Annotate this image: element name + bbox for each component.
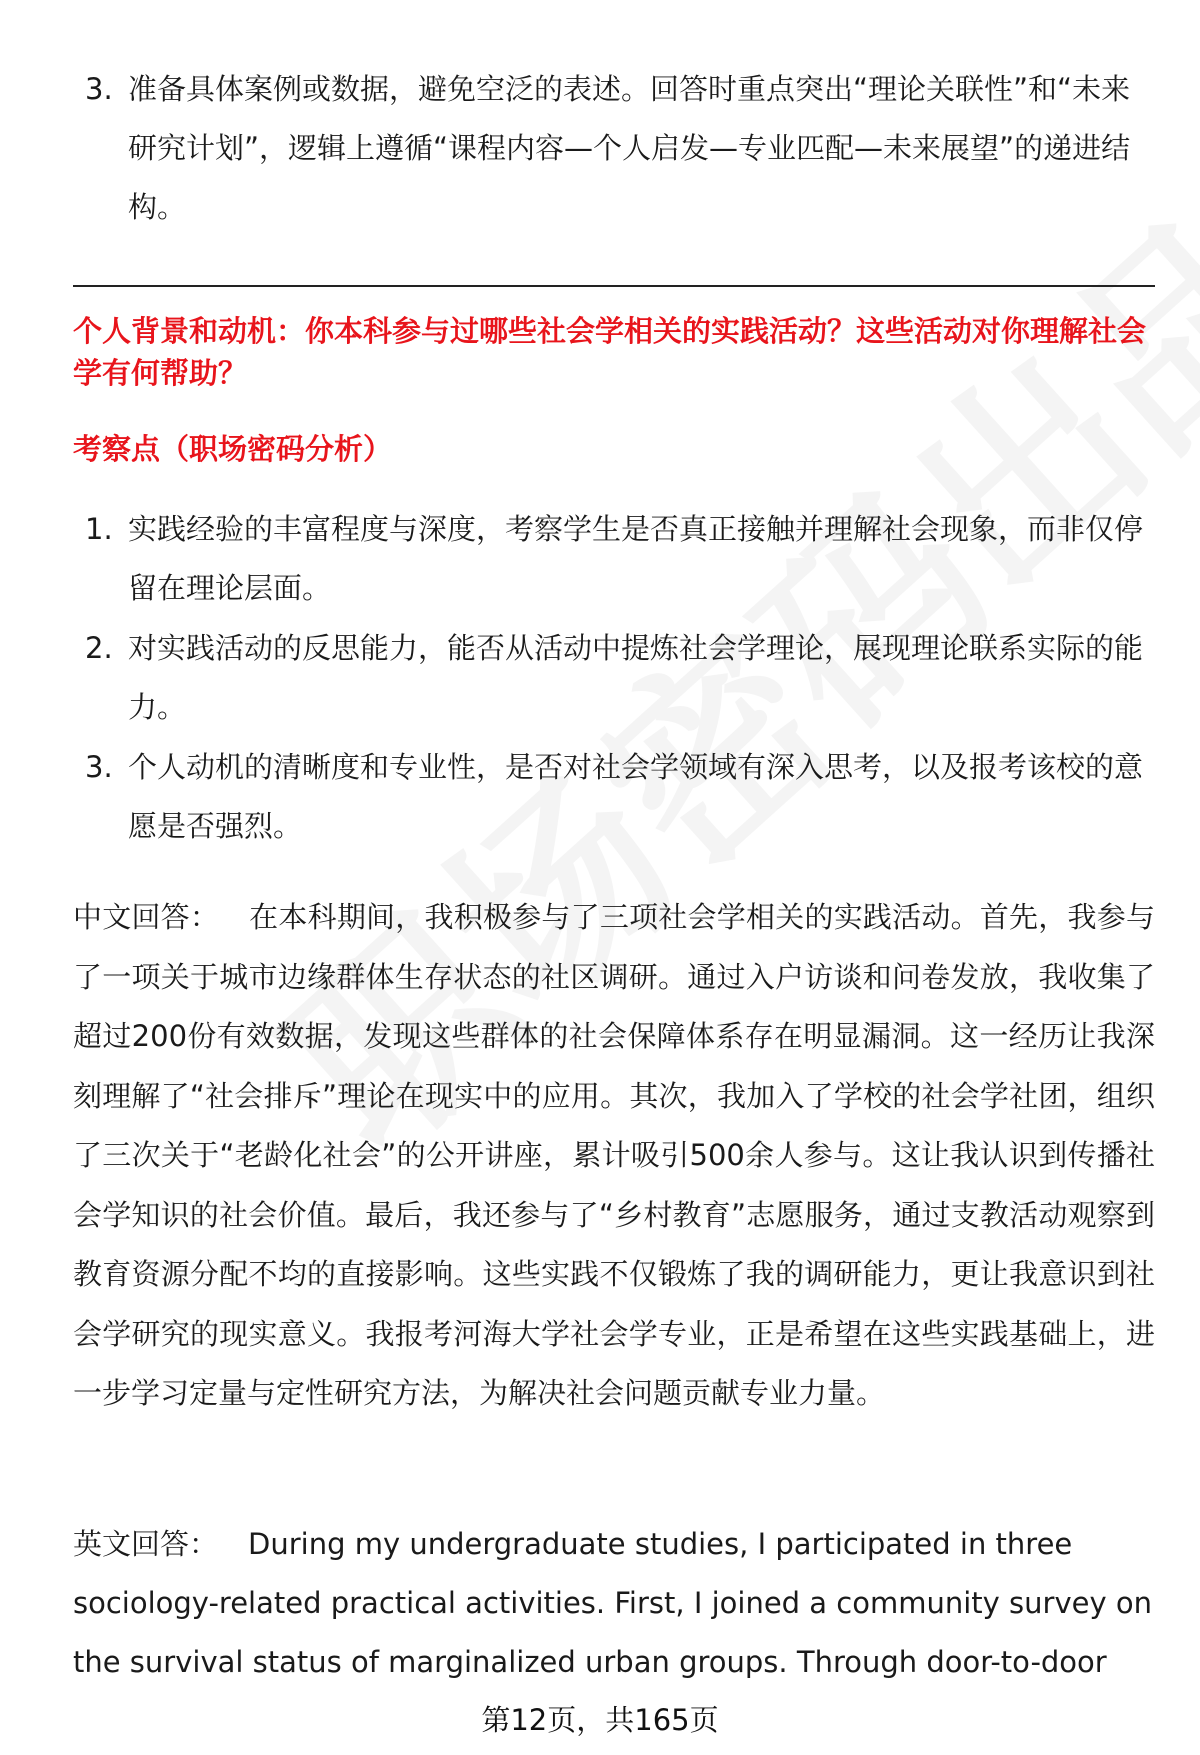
english-answer-label: 英文回答：: [73, 1527, 219, 1561]
section-title: 考察点（职场密码分析）: [73, 432, 393, 466]
assessment-points-list: [73, 500, 1155, 857]
list-text: 对实践活动的反思能力，能否从活动中提炼社会学理论，展现理论联系实际的能力。: [128, 631, 1144, 724]
chinese-answer: [73, 888, 1155, 1424]
list-number: 2.: [85, 631, 113, 665]
list-text: 准备具体案例或数据，避免空泛的表述。回答时重点突出“理论关联性”和“未来研究计划”，逻辑上遵循“课程内容—个人启发—专业匹配—未来展望”的递进结构。: [128, 72, 1131, 224]
list-text: 实践经验的丰富程度与深度，考察学生是否真正接触并理解社会现象，而非仅停留在理论层面。: [128, 512, 1144, 605]
question-heading: 个人背景和动机：你本科参与过哪些社会学相关的实践活动？这些活动对你理解社会学有何帮助？: [73, 314, 1147, 390]
list-item: [73, 738, 1155, 856]
list-number: 3.: [85, 72, 113, 106]
chinese-answer-label: 中文回答：: [73, 900, 220, 934]
list-item: [73, 500, 1155, 618]
list-text: 个人动机的清晰度和专业性，是否对社会学领域有深入思考，以及报考该校的意愿是否强烈。: [128, 750, 1144, 843]
section-divider: [73, 285, 1155, 287]
list-item: [73, 619, 1155, 737]
tips-list: [73, 60, 1155, 237]
chinese-answer-text: 在本科期间，我积极参与了三项社会学相关的实践活动。首先，我参与了一项关于城市边缘群体生存状态的社区调研。通过入户访谈和问卷发放，我收集了超过200份有效数据，发现这些群体的社会保障体系存在明显漏洞。这一经历让我深刻理解了“社会排斥”理论在现实中的应用。其次，我加入了学校的社会学社团，组织了三次关于“老龄化社会”的公开讲座，累计吸引500余人参与。这让我认识到传播社会学知识的社会价值。最后，我还参与了“乡村教育”志愿服务，通过支教活动观察到教育资源分配不均的直接影响。这些实践不仅锻炼了我的调研能力，更让我意识到社会学研究的现实意义。我报考河海大学社会学专业，正是希望在这些实践基础上，进一步学习定量与定性研究方法，为解决社会问题贡献专业力量。: [73, 900, 1155, 1410]
english-answer-text: During my undergraduate studies, I participated in three sociology-related practical activities. First, I joined a community survey on the survival status of marginalized urban groups. Through door-to-door: [73, 1527, 1152, 1679]
english-answer: [73, 1515, 1155, 1692]
list-number: 3.: [85, 750, 113, 784]
page-number: 第12页，共165页: [481, 1703, 719, 1737]
list-number: 1.: [85, 512, 113, 546]
list-item: [73, 60, 1155, 237]
